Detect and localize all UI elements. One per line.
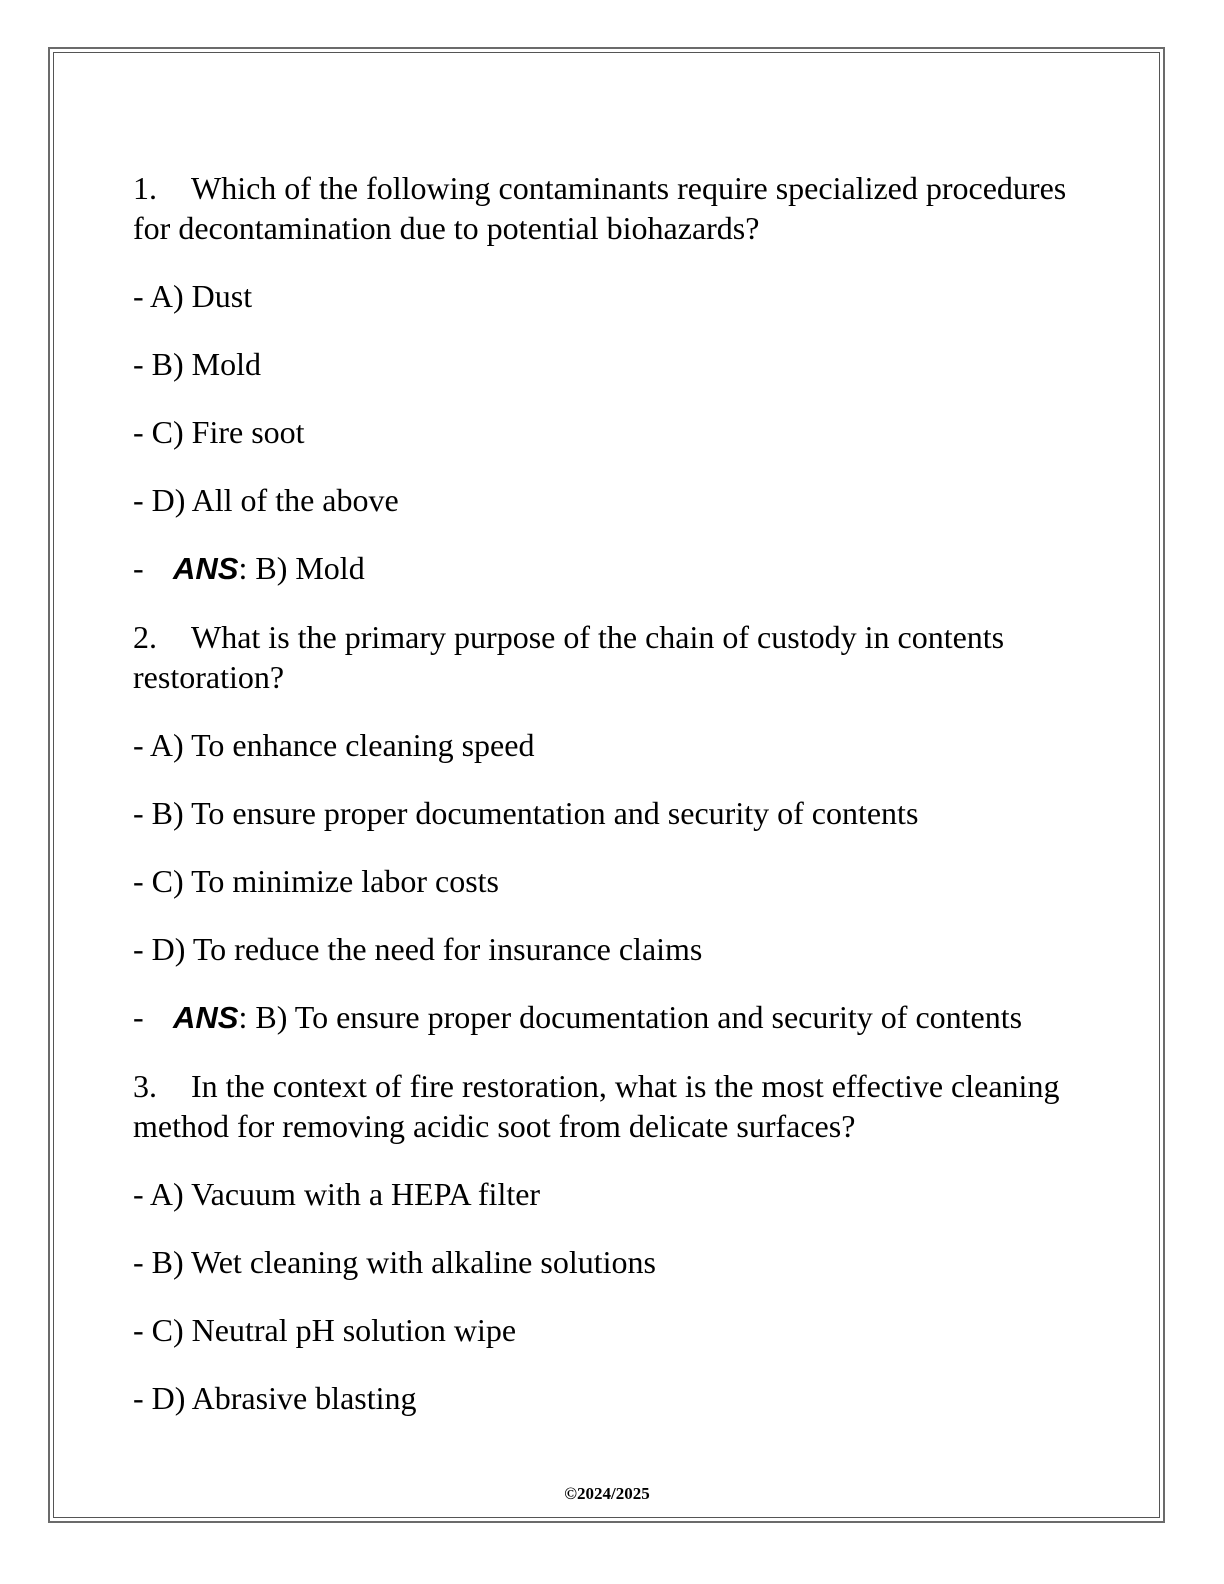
option-a: - A) Dust (133, 278, 253, 314)
question-text: What is the primary purpose of the chain of custody in contents restoration? (133, 619, 1005, 695)
question-number: 2. (133, 619, 157, 655)
option-c: - C) Fire soot (133, 414, 305, 450)
question-number: 3. (133, 1068, 157, 1104)
option-b: - B) To ensure proper documentation and security of contents (133, 795, 919, 831)
option-c: - C) Neutral pH solution wipe (133, 1312, 517, 1348)
answer-dash: - (133, 999, 144, 1035)
question-3 (133, 1066, 1093, 1146)
question-2 (133, 617, 1093, 697)
copyright-footer: ©2024/2025 (564, 1484, 650, 1503)
option-d: - D) Abrasive blasting (133, 1380, 417, 1416)
answer-line (133, 997, 1093, 1038)
answer-label: ANS (173, 1000, 239, 1035)
answer-text: : B) To ensure proper documentation and security of contents (238, 999, 1023, 1035)
option-a: - A) Vacuum with a HEPA filter (133, 1176, 541, 1212)
option-d: - D) To reduce the need for insurance claims (133, 931, 703, 967)
question-text: In the context of fire restoration, what is the most effective cleaning method for removing acidic soot from delicate surfaces? (133, 1068, 1060, 1144)
option-b: - B) Wet cleaning with alkaline solutions (133, 1244, 656, 1280)
question-1 (133, 168, 1093, 248)
answer-label: ANS (173, 551, 239, 586)
question-text: Which of the following contaminants require specialized procedures for decontamination due to potential biohazards? (133, 170, 1067, 246)
option-d: - D) All of the above (133, 482, 399, 518)
question-number: 1. (133, 170, 157, 206)
option-c: - C) To minimize labor costs (133, 863, 499, 899)
answer-line (133, 548, 1093, 589)
answer-text: : B) Mold (238, 550, 365, 586)
answer-dash: - (133, 550, 144, 586)
option-a: - A) To enhance cleaning speed (133, 727, 535, 763)
question-list (133, 168, 1093, 1446)
option-b: - B) Mold (133, 346, 261, 382)
